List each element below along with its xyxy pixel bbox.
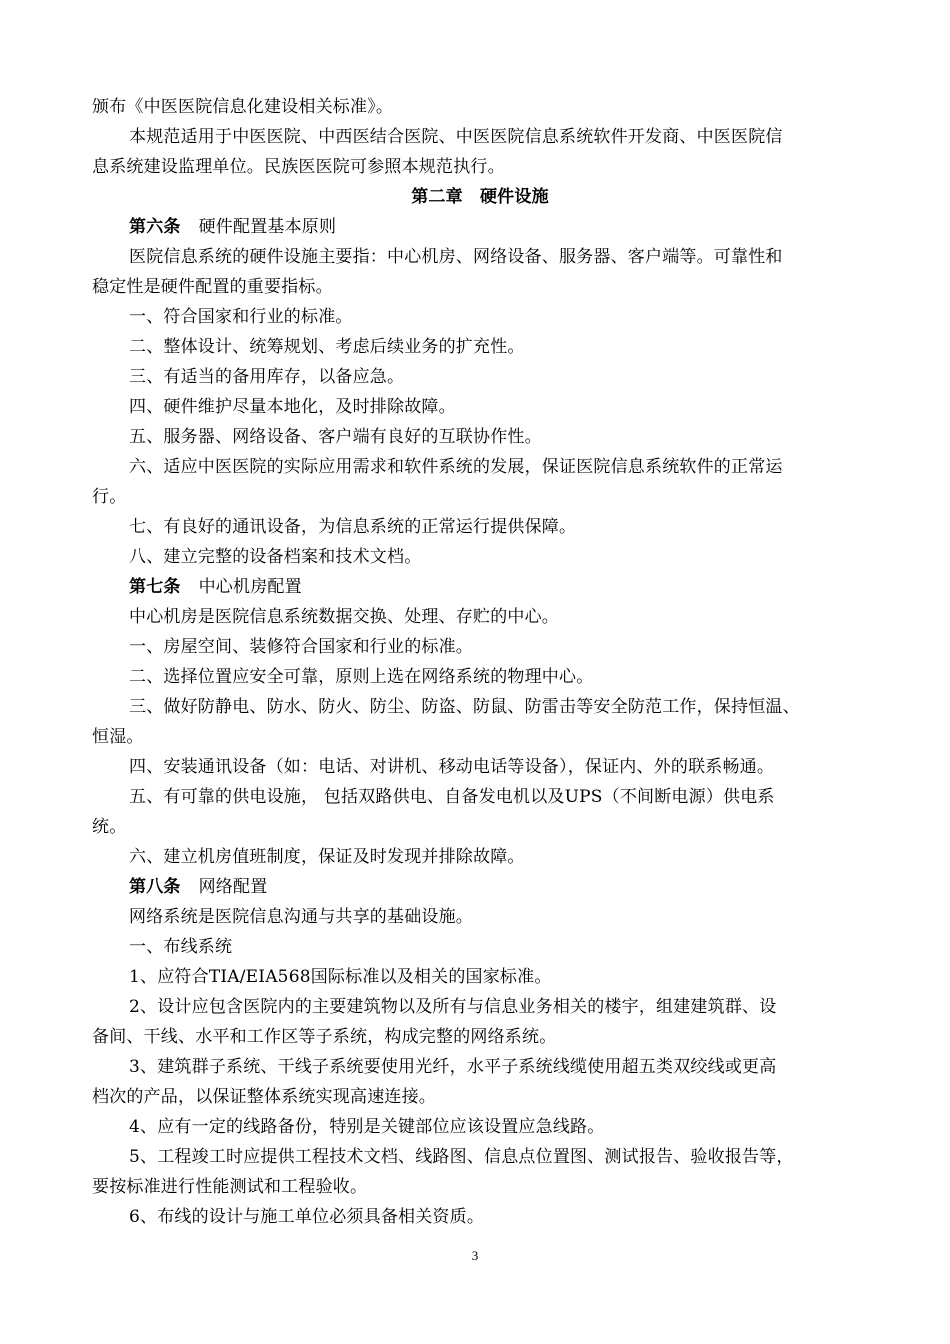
document-body xyxy=(92,92,868,1232)
paragraph-line: 稳定性是硬件配置的重要指标。 xyxy=(92,277,333,297)
paragraph-line: 档次的产品，以保证整体系统实现高速连接。 xyxy=(92,1087,436,1107)
paragraph-line: 备间、干线、水平和工作区等子系统，构成完整的网络系统。 xyxy=(92,1027,557,1047)
article-heading xyxy=(92,872,868,902)
paragraph-line: 4、应有一定的线路备份，特别是关键部位应该设置应急线路。 xyxy=(129,1117,605,1137)
paragraph-line: 六、建立机房值班制度，保证及时发现并排除故障。 xyxy=(129,847,525,867)
paragraph-line: 七、有良好的通讯设备，为信息系统的正常运行提供保障。 xyxy=(129,517,577,537)
article-number: 第八条 xyxy=(129,877,181,897)
paragraph-line: 五、服务器、网络设备、客户端有良好的互联协作性。 xyxy=(129,427,542,447)
paragraph-line: 三、做好防静电、防水、防火、防尘、防盗、防鼠、防雷击等安全防范工作，保持恒温、 xyxy=(129,697,800,717)
paragraph-line: 行。 xyxy=(92,487,127,507)
paragraph-line: 统。 xyxy=(92,817,127,837)
paragraph-line: 六、适应中医医院的实际应用需求和软件系统的发展，保证医院信息系统软件的正常运 xyxy=(129,457,783,477)
paragraph-line: 网络系统是医院信息沟通与共享的基础设施。 xyxy=(129,907,473,927)
paragraph-line: 恒湿。 xyxy=(92,727,144,747)
article-heading xyxy=(92,212,868,242)
paragraph-line: 五、有可靠的供电设施， 包括双路供电、自备发电机以及UPS（不间断电源）供电系 xyxy=(129,787,775,807)
paragraph-line: 中心机房是医院信息系统数据交换、处理、存贮的中心。 xyxy=(129,607,559,627)
paragraph-line: 一、符合国家和行业的标准。 xyxy=(129,307,353,327)
paragraph-line: 3、建筑群子系统、干线子系统要使用光纤，水平子系统线缆使用超五类双绞线或更高 xyxy=(129,1057,777,1077)
paragraph-line: 2、设计应包含医院内的主要建筑物以及所有与信息业务相关的楼宇，组建建筑群、设 xyxy=(129,997,777,1017)
article-number: 第六条 xyxy=(129,217,181,237)
paragraph-line: 八、建立完整的设备档案和技术文档。 xyxy=(129,547,422,567)
paragraph-line: 医院信息系统的硬件设施主要指：中心机房、网络设备、服务器、客户端等。可靠性和 xyxy=(129,247,783,267)
paragraph-line: 四、安装通讯设备（如：电话、对讲机、移动电话等设备），保证内、外的联系畅通。 xyxy=(129,757,775,777)
paragraph-line: 二、选择位置应安全可靠，原则上选在网络系统的物理中心。 xyxy=(129,667,594,687)
paragraph-line: 6、布线的设计与施工单位必须具备相关资质。 xyxy=(129,1207,485,1227)
paragraph-line: 本规范适用于中医医院、中西医结合医院、中医医院信息系统软件开发商、中医医院信 xyxy=(129,127,783,147)
paragraph-line: 四、硬件维护尽量本地化，及时排除故障。 xyxy=(129,397,456,417)
article-name: 中心机房配置 xyxy=(198,577,302,597)
article-name: 网络配置 xyxy=(198,877,268,897)
article-heading xyxy=(92,572,868,602)
paragraph-line: 1、应符合TIA/EIA568国际标准以及相关的国家标准。 xyxy=(129,967,552,987)
paragraph-line: 三、有适当的备用库存，以备应急。 xyxy=(129,367,405,387)
paragraph-line: 一、布线系统 xyxy=(129,937,233,957)
chapter-heading: 第二章 硬件设施 xyxy=(411,187,549,207)
paragraph-line: 二、整体设计、统筹规划、考虑后续业务的扩充性。 xyxy=(129,337,525,357)
paragraph-line: 5、工程竣工时应提供工程技术文档、线路图、信息点位置图、测试报告、验收报告等， xyxy=(129,1147,794,1167)
paragraph-line: 息系统建设监理单位。民族医医院可参照本规范执行。 xyxy=(92,157,505,177)
paragraph-line: 颁布《中医医院信息化建设相关标准》。 xyxy=(92,97,394,117)
paragraph-line: 要按标准进行性能测试和工程验收。 xyxy=(92,1177,368,1197)
paragraph-line: 一、房屋空间、装修符合国家和行业的标准。 xyxy=(129,637,473,657)
article-name: 硬件配置基本原则 xyxy=(198,217,337,237)
page-number: 3 xyxy=(471,1248,479,1263)
article-number: 第七条 xyxy=(129,577,181,597)
